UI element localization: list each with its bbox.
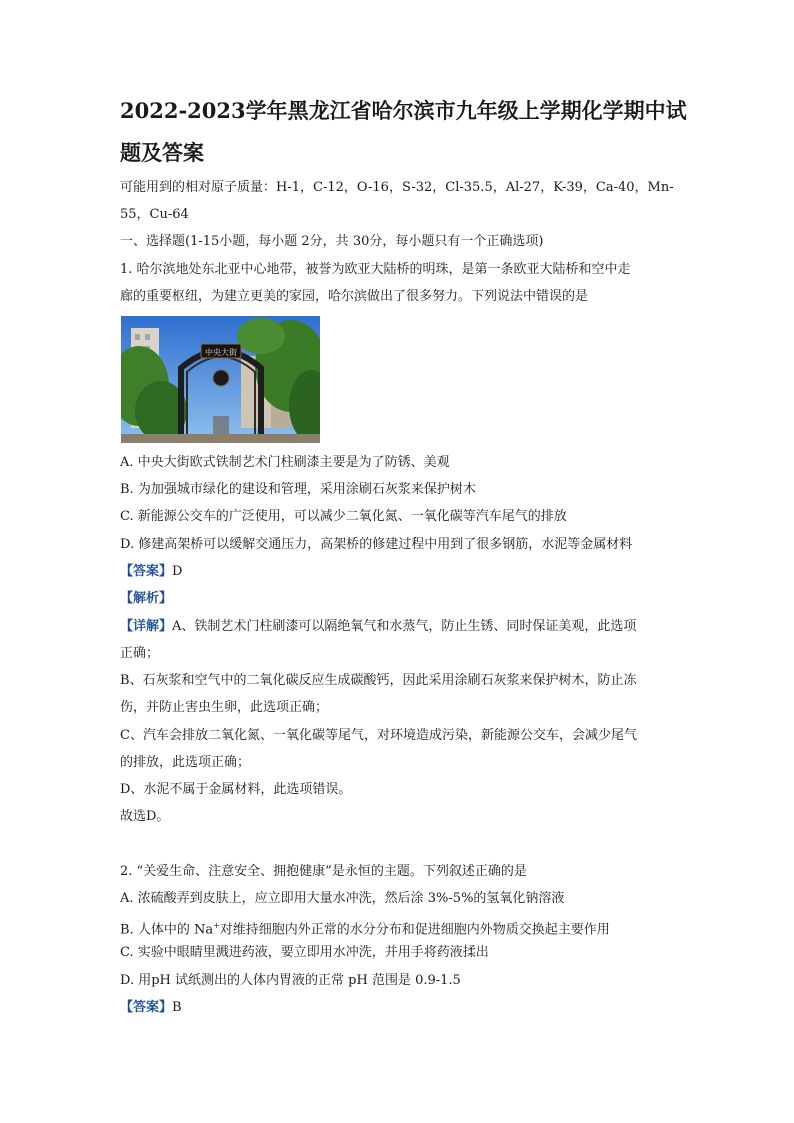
q2-option-d: D. 用pH 试纸测出的人体内胃液的正常 pH 范围是 0.9-1.5 [120, 973, 461, 988]
q1-option-c: C. 新能源公交车的广泛使用，可以减少二氧化氮、一氧化碳等汽车尾气的排放 [120, 509, 567, 524]
q2-answer-value: B [172, 1000, 182, 1015]
answer-tag: 【答案】 [120, 1000, 173, 1015]
q2-option-b-sup: + [213, 921, 220, 930]
q2-stem: 2. “关爱生命、注意安全、拥抱健康”是永恒的主题。下列叙述正确的是 [120, 864, 527, 879]
q1-stem-line-2: 廊的重要枢纽，为建立更美的家园，哈尔滨做出了很多努力。下列说法中错误的是 [120, 289, 589, 304]
photo-illustration [121, 316, 320, 443]
q1-detail-b-line-2: 伤，并防止害虫生卵，此选项正确； [120, 700, 329, 715]
central-street-gate-photo [121, 316, 320, 443]
q2-option-a: A. 浓硫酸弄到皮肤上，应立即用大量水冲洗，然后涂 3%-5%的氢氧化钠溶液 [120, 891, 565, 906]
q1-detail-a-line-2: 正确； [120, 646, 160, 661]
page-title-line-1: 2022-2023学年黑龙江省哈尔滨市九年级上学期化学期中试 [120, 98, 687, 123]
q2-answer-row [120, 1000, 182, 1016]
q2-option-c: C. 实验中眼睛里溅进药液，要立即用水冲洗，并用手将药液揉出 [120, 945, 489, 960]
q1-option-a: A. 中央大街欧式铁制艺术门柱刷漆主要是为了防锈、美观 [120, 455, 450, 470]
q2-option-b-pre: B. 人体中的 Na [120, 922, 214, 938]
analysis-tag: 【解析】 [120, 591, 173, 606]
q1-conclusion: 故选D。 [120, 809, 170, 824]
q1-detail-b-line-1: B、石灰浆和空气中的二氧化碳反应生成碳酸钙，因此采用涂刷石灰浆来保护树木，防止冻 [120, 673, 637, 688]
q1-stem-line-1: 1. 哈尔滨地处东北亚中心地带，被誉为欧亚大陆桥的明珠，是第一条欧亚大陆桥和空中走 [120, 262, 631, 277]
q1-detail-a-line-1 [120, 619, 636, 635]
detail-tag: 【详解】 [120, 619, 173, 634]
gate-sign-text: 中央大街 [205, 348, 237, 357]
q1-analysis-row [120, 591, 172, 607]
answer-tag: 【答案】 [120, 564, 173, 579]
q1-detail-a-text: A、铁制艺术门柱刷漆可以隔绝氧气和水蒸气，防止生锈、同时保证美观，此选项 [172, 619, 637, 634]
q1-detail-d: D、水泥不属于金属材料，此选项错误。 [120, 782, 352, 797]
atomic-masses-line-1: 可能用到的相对原子质量：H-1，C-12，O-16，S-32，Cl-35.5，Al-27，K-39，Ca-40，Mn- [120, 180, 674, 195]
q1-option-b: B. 为加强城市绿化的建设和管理，采用涂刷石灰浆来保护树木 [120, 482, 476, 497]
q1-detail-c-line-1: C、汽车会排放二氧化氮、一氧化碳等尾气，对环境造成污染，新能源公交车，会减少尾气 [120, 728, 637, 743]
q1-answer-value: D [172, 564, 183, 579]
q1-answer-row [120, 564, 182, 580]
q2-option-b [120, 918, 610, 938]
q1-detail-c-line-2: 的排放，此选项正确； [120, 755, 251, 770]
q1-option-d: D. 修建高架桥可以缓解交通压力，高架桥的修建过程中用到了很多钢筋，水泥等金属材料 [120, 537, 633, 552]
section-heading: 一、选择题(1-15小题，每小题 2分，共 30分，每小题只有一个正确选项) [120, 234, 544, 249]
atomic-masses-line-2: 55，Cu-64 [120, 207, 189, 222]
q2-option-b-post: 对维持细胞内外正常的水分分布和促进细胞内外物质交换起主要作用 [219, 922, 610, 938]
page-title-line-2: 题及答案 [120, 140, 204, 165]
